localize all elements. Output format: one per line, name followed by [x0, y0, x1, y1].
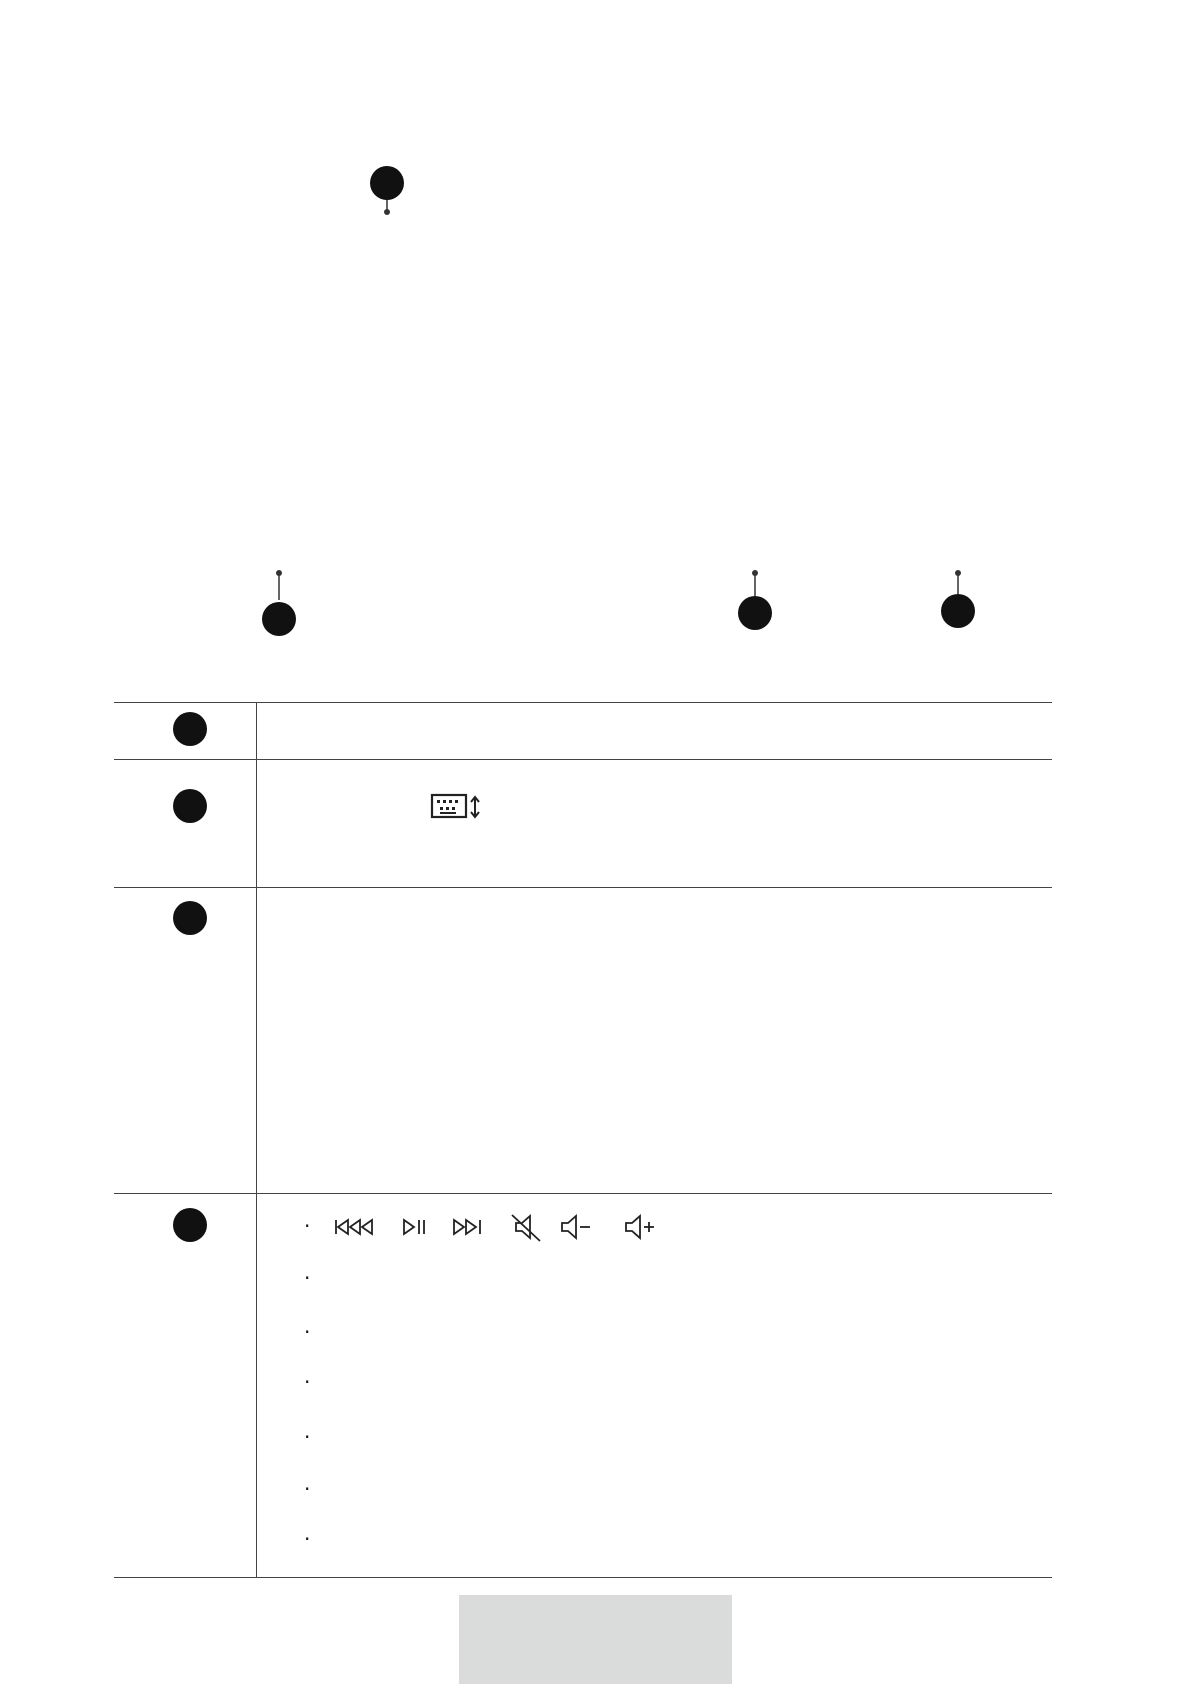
page-number-area — [459, 1595, 732, 1684]
bullet: · — [304, 1527, 311, 1551]
callout-d — [370, 166, 404, 200]
table-bottom-border — [114, 1577, 1052, 1578]
row-badge-d — [173, 1208, 207, 1242]
table-divider — [114, 1193, 1052, 1194]
table-divider — [114, 759, 1052, 760]
table-column-divider — [256, 702, 257, 1578]
keyboard-toggle-icon — [430, 792, 482, 822]
callout-c — [941, 594, 975, 628]
row-badge-a — [173, 712, 207, 746]
row-badge-c — [173, 901, 207, 935]
media-key-icons — [334, 1212, 674, 1246]
callout-a — [262, 602, 296, 636]
callout-b — [738, 596, 772, 630]
bullet: · — [304, 1477, 311, 1501]
row-badge-b — [173, 789, 207, 823]
bullet: · — [304, 1425, 311, 1449]
bullet: · — [304, 1320, 311, 1344]
keyboard-diagram — [0, 0, 1191, 660]
table-divider — [114, 887, 1052, 888]
bullet: · — [304, 1266, 311, 1290]
bullet: · — [304, 1214, 311, 1238]
table-top-border — [114, 702, 1052, 703]
bullet: · — [304, 1370, 311, 1394]
